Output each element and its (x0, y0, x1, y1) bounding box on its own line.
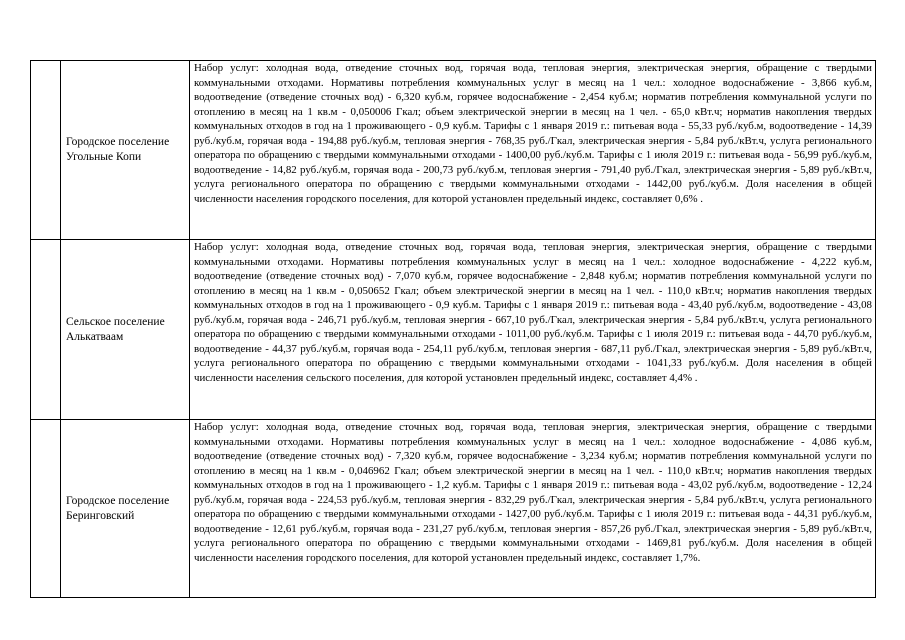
index-cell (31, 240, 61, 420)
settlement-name: Городское поселение Угольные Копи (61, 61, 190, 240)
table-row (31, 61, 876, 240)
index-cell (31, 420, 61, 598)
services-description: Набор услуг: холодная вода, отведение сточных вод, горячая вода, тепловая энергия, электрическая энергия, обращение с твердыми коммунальными отходами. Нормативы потребления коммунальных услуг в месяц на 1 чел.: холодное водоснабжение - 4,222 куб.м, водоотведение (отведение сточных вод) - 7,070 куб.м, горячее водоснабжение - 2,848 куб.м; норматив потребления коммунальной услуги по отоплению в месяц на 1 кв.м - 0,050652 Гкал; объем электрической энергии в месяц на 1 чел. - 110,0 кВт.ч; норматив накопления твердых коммунальных отходов в год на 1 проживающего - 0,9 куб.м. Тарифы с 1 января 2019 г.: питьевая вода - 43,40 руб./куб.м, водоотведение - 43,08 руб./куб.м, горячая вода - 246,71 руб./куб.м, тепловая энергия - 667,10 руб./Гкал, электрическая энергия - 5,84 руб./кВт.ч, услуга регионального оператора по обращению с твердыми коммунальными отходами - 1011,00 руб./куб.м. Тарифы с 1 июля 2019 г.: питьевая вода - 44,70 руб./куб.м, водоотведение - 44,37 руб./куб.м, горячая вода - 254,11 руб./куб.м, тепловая энергия - 687,11 руб./Гкал, электрическая энергия - 5,89 руб./кВт.ч, услуга регионального оператора по обращению с твердыми коммунальными отходами - 1041,33 руб./куб.м. Доля населения в общей численности населения сельского поселения, для которой установлен предельный индекс, составляет 4,4% . (190, 240, 876, 420)
services-description: Набор услуг: холодная вода, отведение сточных вод, горячая вода, тепловая энергия, электрическая энергия, обращение с твердыми коммунальными отходами. Нормативы потребления коммунальных услуг в месяц на 1 чел.: холодное водоснабжение - 3,866 куб.м, водоотведение (отведение сточных вод) - 6,320 куб.м, горячее водоснабжение - 2,454 куб.м; норматив потребления коммунальной услуги по отоплению в месяц на 1 кв.м - 0,050006 Гкал; объем электрической энергии в месяц на 1 чел. - 65,0 кВт.ч; норматив накопления твердых коммунальных отходов в год на 1 проживающего - 0,9 куб.м. Тарифы с 1 января 2019 г.: питьевая вода - 55,33 руб./куб.м, водоотведение - 14,39 руб./куб.м, горячая вода - 194,88 руб./куб.м, тепловая энергия - 768,35 руб./Гкал, электрическая энергия - 5,84 руб./кВт.ч, услуга регионального оператора по обращению с твердыми коммунальными отходами - 1400,00 руб./куб.м. Тарифы с 1 июля 2019 г.: питьевая вода - 56,99 руб./куб.м, водоотведение - 14,82 руб./куб.м, горячая вода - 200,73 руб./куб.м, тепловая энергия - 791,40 руб./Гкал, электрическая энергия - 5,89 руб./кВт.ч, услуга регионального оператора по обращению с твердыми коммунальными отходами - 1442,00 руб./куб.м. Доля населения в общей численности населения городского поселения, для которой установлен предельный индекс, составляет 0,6% . (190, 61, 876, 240)
services-description: Набор услуг: холодная вода, отведение сточных вод, горячая вода, тепловая энергия, электрическая энергия, обращение с твердыми коммунальными отходами. Нормативы потребления коммунальных услуг в месяц на 1 чел.: холодное водоснабжение - 4,086 куб.м, водоотведение (отведение сточных вод) - 7,320 куб.м, горячее водоснабжение - 3,234 куб.м; норматив потребления коммунальной услуги по отоплению в месяц на 1 кв.м - 0,046962 Гкал; объем электрической энергии в месяц на 1 чел. - 110,0 кВт.ч; норматив накопления твердых коммунальных отходов в год на 1 проживающего - 1,2 куб.м. Тарифы с 1 января 2019 г.: питьевая вода - 43,02 руб./куб.м, водоотведение - 12,24 руб./куб.м, горячая вода - 224,53 руб./куб.м, тепловая энергия - 832,29 руб./Гкал, электрическая энергия - 5,84 руб./кВт.ч, услуга регионального оператора по обращению с твердыми коммунальными отходами - 1427,00 руб./куб.м. Тарифы с 1 июля 2019 г.: питьевая вода - 44,31 руб./куб.м, водоотведение - 12,61 руб./куб.м, горячая вода - 231,27 руб./куб.м, тепловая энергия - 857,26 руб./Гкал, электрическая энергия - 5,89 руб./кВт.ч, услуга регионального оператора по обращению с твердыми коммунальными отходами - 1469,81 руб./куб.м. Доля населения в общей численности населения городского поселения, для которой установлен предельный индекс, составляет 1,7%. (190, 420, 876, 598)
index-cell (31, 61, 61, 240)
tariff-table (30, 60, 876, 598)
table-row (31, 240, 876, 420)
table-row (31, 420, 876, 598)
settlement-name: Городское поселение Беринговский (61, 420, 190, 598)
settlement-name: Сельское поселение Алькатваам (61, 240, 190, 420)
